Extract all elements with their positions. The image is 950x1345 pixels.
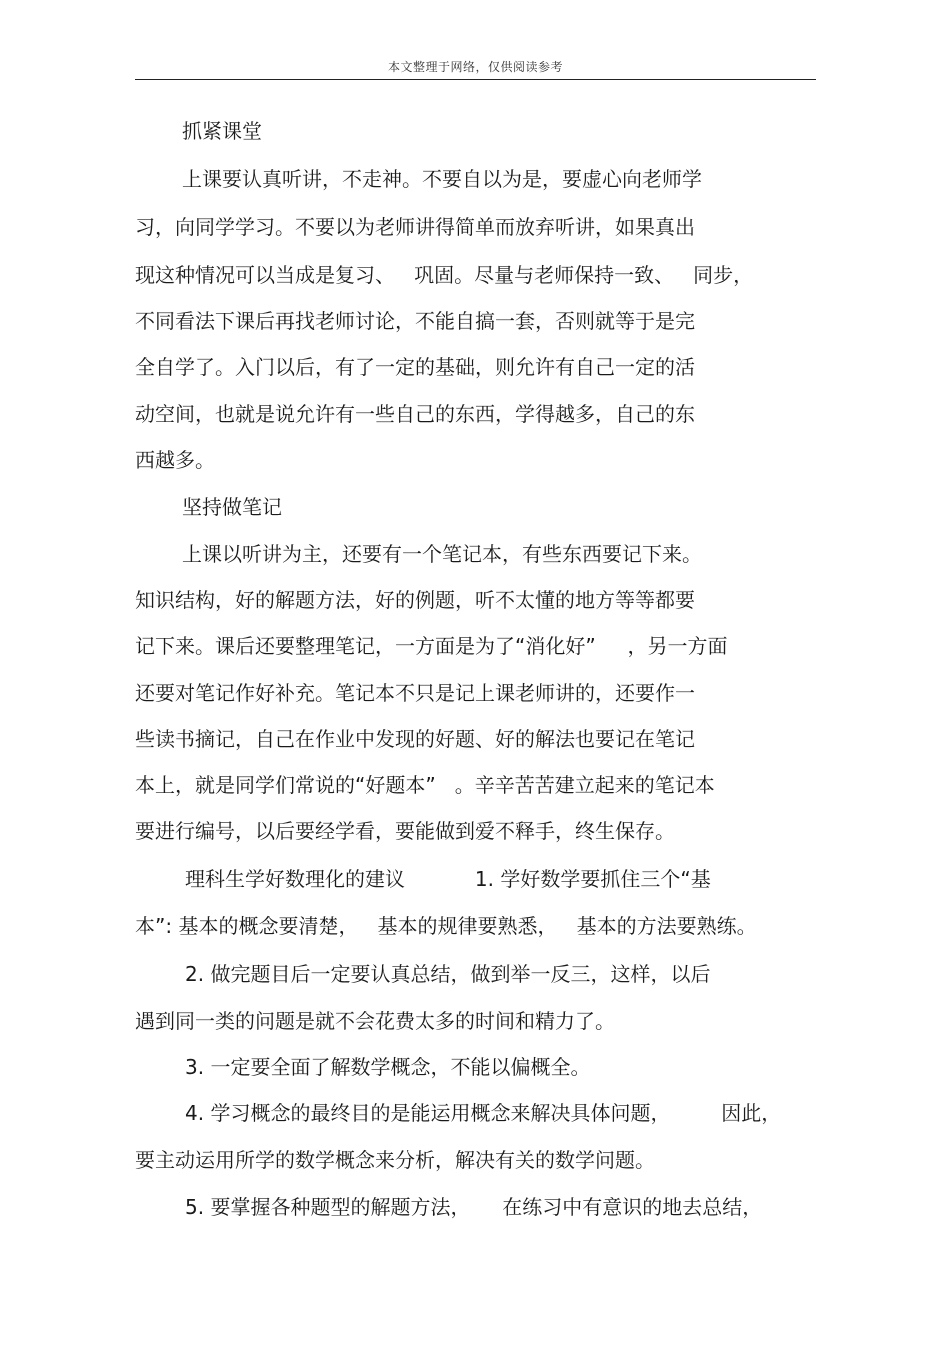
paragraph-line: 记下来。课后还要整理笔记，一方面是为了“消化好” ，另一方面: [135, 634, 728, 658]
paragraph-line: 全自学了。入门以后，有了一定的基础，则允许有自己一定的活: [135, 355, 695, 379]
paragraph-line: 动空间，也就是说允许有一些自己的东西，学得越多，自己的东: [135, 402, 695, 426]
paragraph-line: 要主动运用所学的数学概念来分析，解决有关的数学问题。: [135, 1148, 655, 1172]
paragraph-line: 遇到同一类的问题是就不会花费太多的时间和精力了。: [135, 1009, 615, 1033]
paragraph-line: 本”: 基本的概念要清楚， 基本的规律要熟悉， 基本的方法要熟练。: [135, 914, 757, 938]
section-heading: 抓紧课堂: [182, 119, 262, 143]
paragraph-line: 西越多。: [135, 448, 215, 472]
paragraph-line: 上课要认真听讲，不走神。不要自以为是，要虚心向老师学: [182, 167, 702, 191]
list-item: 4. 学习概念的最终目的是能运用概念来解决具体问题， 因此，: [185, 1101, 782, 1125]
paragraph-line: 现这种情况可以当成是复习、 巩固。尽量与老师保持一致、 同步，: [135, 263, 754, 287]
list-item: 3. 一定要全面了解数学概念，不能以偏概全。: [185, 1055, 591, 1079]
paragraph-line: 本上，就是同学们常说的“好题本” 。辛辛苦苦建立起来的笔记本: [135, 773, 715, 797]
paragraph-line: 不同看法下课后再找老师讨论，不能自搞一套，否则就等于是完: [135, 309, 695, 333]
paragraph-line: 要进行编号，以后要经学看，要能做到爱不释手，终生保存。: [135, 819, 675, 843]
paragraph-line: 知识结构，好的解题方法，好的例题，听不太懂的地方等等都要: [135, 588, 695, 612]
header-divider: [135, 79, 816, 80]
list-item: 2. 做完题目后一定要认真总结，做到举一反三，这样，以后: [185, 962, 711, 986]
paragraph-line: 理科生学好数理化的建议 1. 学好数学要抓住三个“基: [185, 867, 711, 891]
page-header: 本文整理于网络，仅供阅读参考: [387, 60, 563, 74]
paragraph-line: 还要对笔记作好补充。笔记本不只是记上课老师讲的，还要作一: [135, 681, 695, 705]
paragraph-line: 些读书摘记，自己在作业中发现的好题、好的解法也要记在笔记: [135, 727, 695, 751]
paragraph-line: 上课以听讲为主，还要有一个笔记本，有些东西要记下来。: [182, 542, 702, 566]
section-heading: 坚持做笔记: [182, 495, 282, 519]
list-item: 5. 要掌握各种题型的解题方法， 在练习中有意识的地去总结，: [185, 1195, 763, 1219]
paragraph-line: 习，向同学学习。不要以为老师讲得简单而放弃听讲，如果真出: [135, 215, 695, 239]
